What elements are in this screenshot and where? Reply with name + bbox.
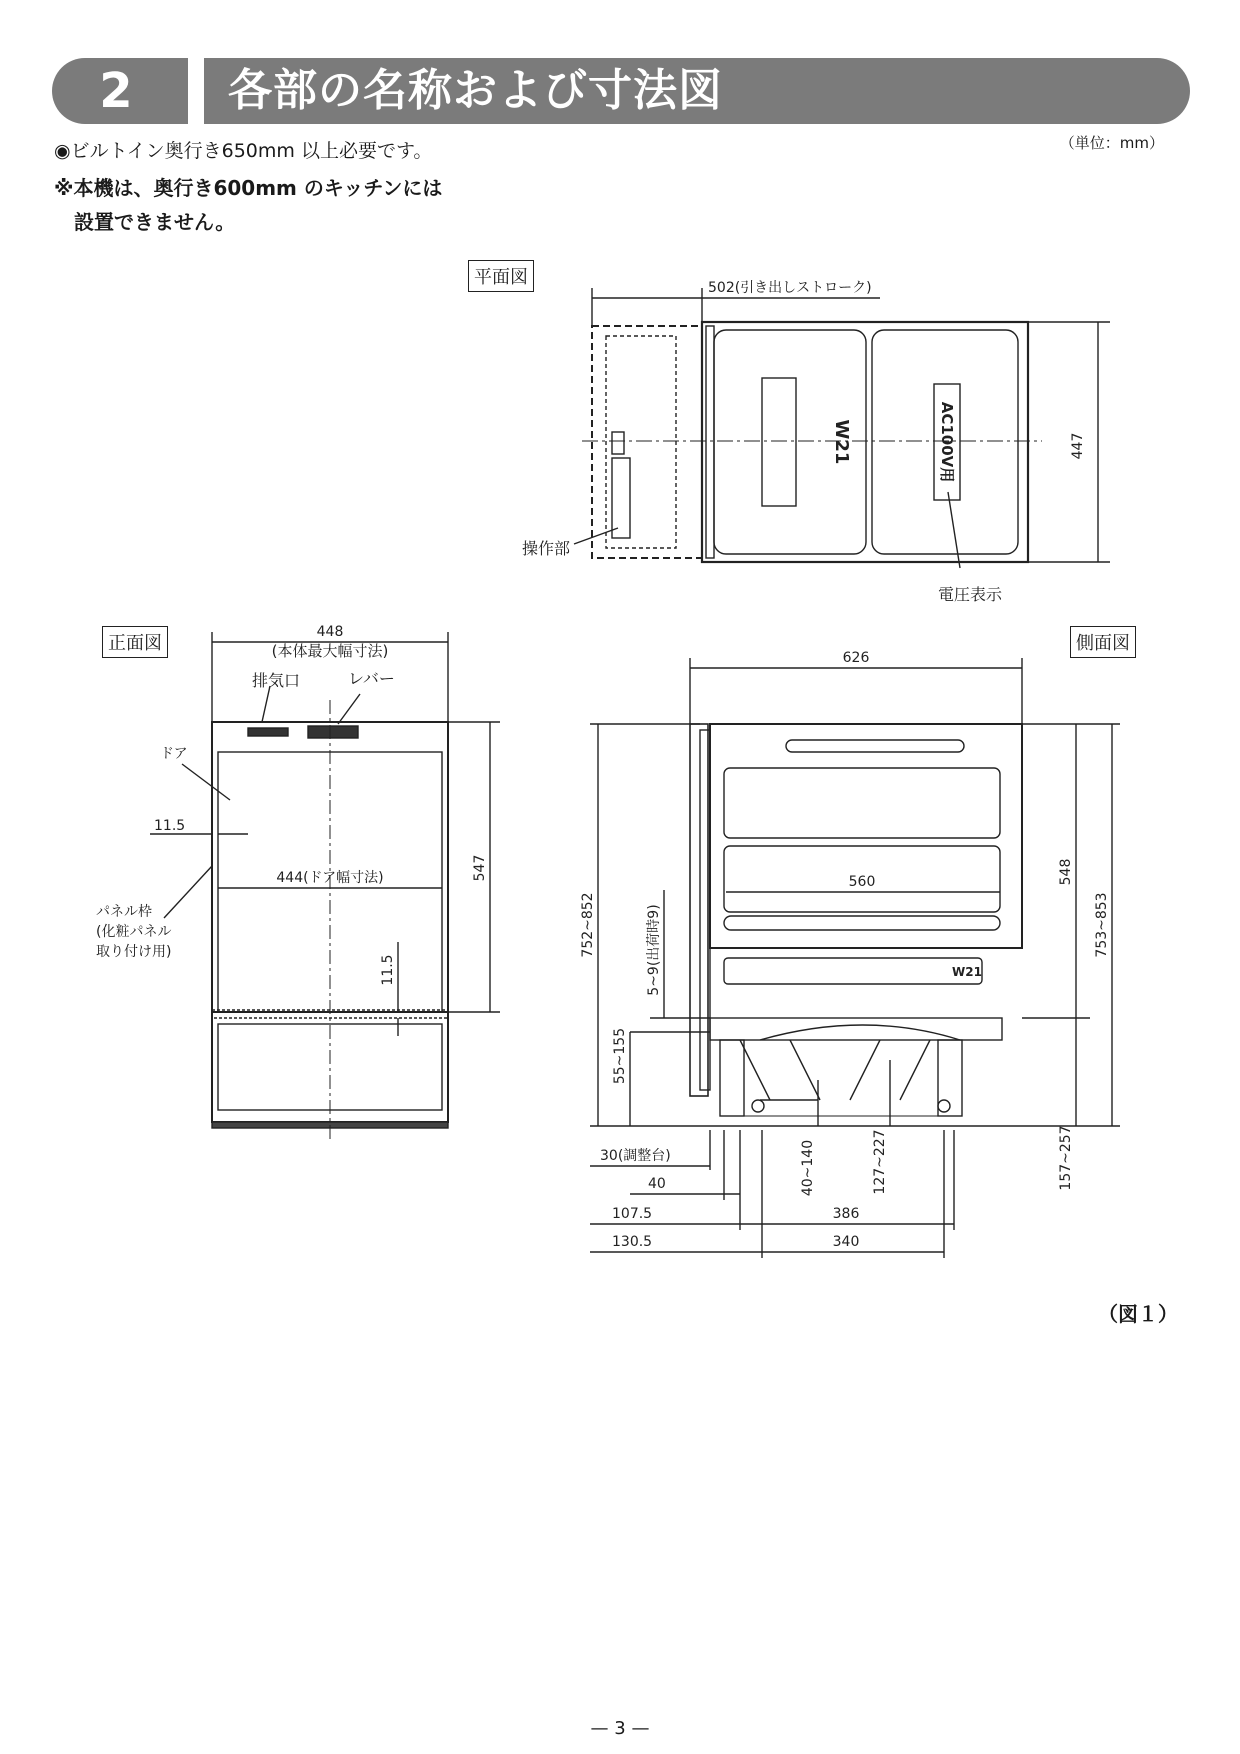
section-title: 各部の名称および寸法図 (228, 65, 723, 116)
note-warning-line2: 設置できません。 (74, 210, 236, 234)
side-dim-130-5: 130.5 (612, 1234, 653, 1250)
plan-model-label: W21 (831, 419, 852, 465)
side-view-label: 側面図 (1070, 626, 1136, 658)
front-dim-height: 547 (472, 854, 488, 882)
front-view-drawing (150, 632, 500, 1140)
side-dim-left-height: 752~852 (580, 892, 596, 958)
side-model-label: W21 (952, 965, 982, 979)
side-dim-inner: 560 (848, 874, 876, 890)
side-dim-40: 40 (648, 1176, 666, 1192)
front-dim-gap-lower: 11.5 (380, 954, 396, 986)
side-dim-40-140: 40~140 (800, 1139, 816, 1197)
section-number: 2 (99, 63, 133, 119)
plan-dim-stroke: 502(引き出しストローク) (708, 280, 872, 296)
side-dim-340: 340 (832, 1234, 860, 1250)
note-warning-line1: ※本機は、奥行き600mm のキッチンには (54, 176, 443, 200)
side-dim-386: 386 (832, 1206, 860, 1222)
front-callout-exhaust: 排気口 (252, 671, 301, 690)
plan-view-label: 平面図 (468, 260, 534, 292)
side-dim-right-height: 753~853 (1094, 892, 1110, 958)
side-dim-30: 30(調整台) (600, 1148, 671, 1164)
front-callout-door: ドア (160, 746, 188, 762)
front-dim-width: 448 (316, 624, 344, 640)
side-dim-depth: 626 (842, 650, 870, 666)
front-dim-width-note: (本体最大幅寸法) (271, 642, 389, 660)
front-dim-door-width: 444(ドア幅寸法) (276, 870, 384, 886)
side-view-drawing (590, 658, 1120, 1258)
front-callout-panel-1: パネル枠 (96, 904, 152, 920)
plan-callout-voltage: 電圧表示 (938, 585, 1003, 604)
side-dim-548: 548 (1058, 858, 1074, 886)
figure-number: （図１） (1098, 1302, 1178, 1326)
plan-voltage-label: AC100V用 (938, 401, 956, 483)
front-view-label: 正面図 (102, 626, 168, 658)
unit-note: （単位：mm） (1059, 134, 1164, 152)
side-dim-55-155: 55~155 (612, 1027, 628, 1085)
plan-callout-controls: 操作部 (522, 539, 571, 558)
front-callout-panel-3: 取り付け用) (96, 944, 172, 960)
side-dim-157-257: 157~257 (1058, 1125, 1074, 1191)
note-depth-required: ◉ビルトイン奥行き650mm 以上必要です。 (54, 140, 433, 162)
side-dim-5-9: 5~9(出荷時9) (646, 904, 662, 996)
side-dim-127-227: 127~227 (872, 1129, 888, 1195)
side-dim-107-5: 107.5 (612, 1206, 653, 1222)
front-callout-panel-2: (化粧パネル (96, 924, 172, 940)
front-dim-gap: 11.5 (154, 818, 186, 834)
plan-dim-depth: 447 (1070, 432, 1086, 460)
page-number: — 3 — (590, 1718, 650, 1739)
front-callout-lever: レバー (348, 669, 395, 688)
